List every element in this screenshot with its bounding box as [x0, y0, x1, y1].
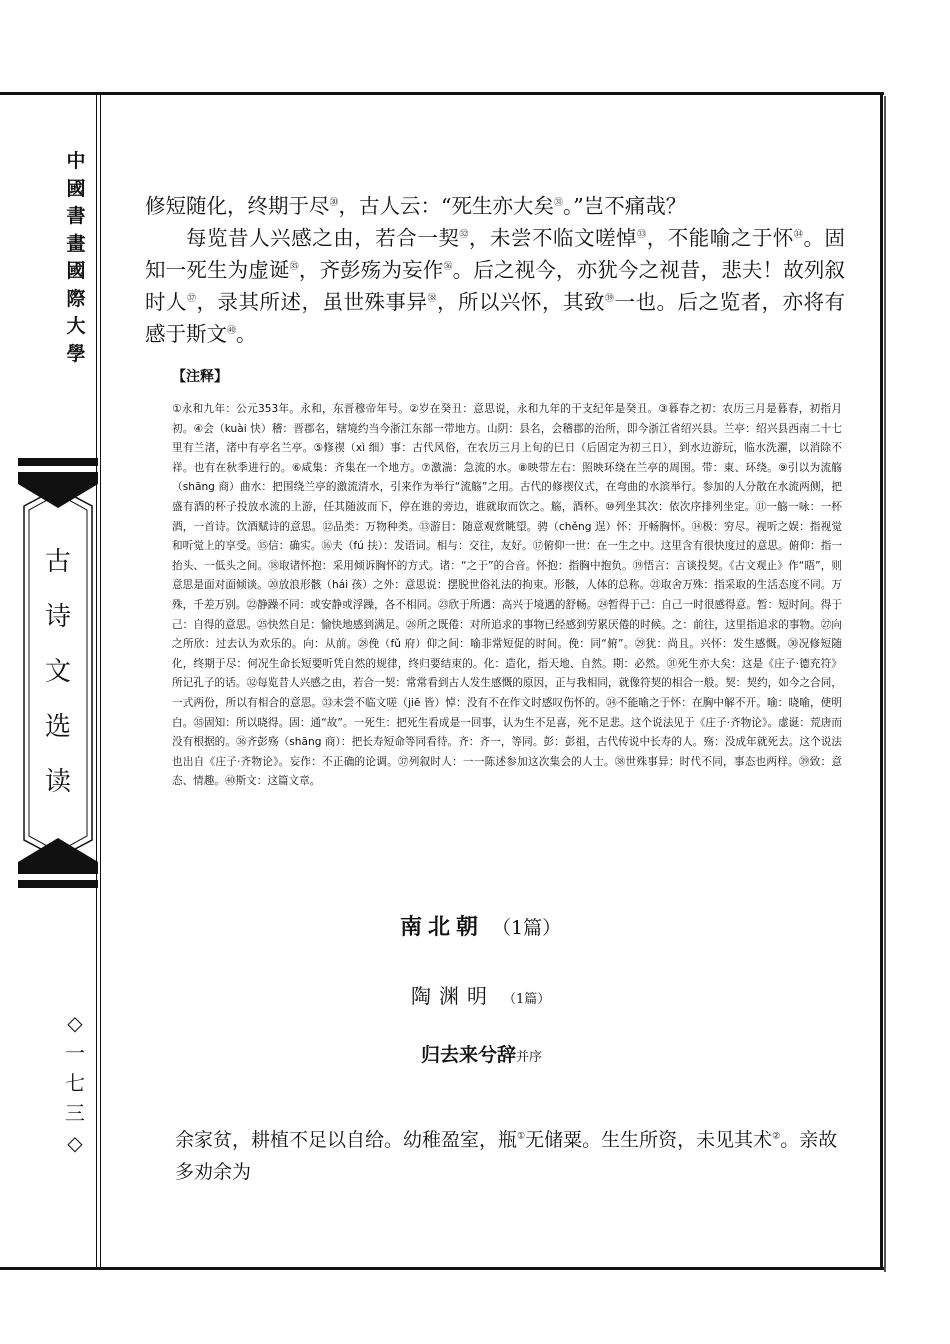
text-run: 。亲故多劝余为: [175, 1129, 838, 1183]
footnote-ref: ㉝: [637, 230, 647, 241]
text-run: ，所以兴怀，其致: [436, 290, 605, 314]
page-frame-top: [0, 92, 884, 95]
page-frame-shadow: [884, 96, 886, 1272]
univ-char: 際: [66, 287, 86, 310]
dynasty-name: 南北朝: [400, 915, 485, 940]
footnote-ref: ㊳: [427, 294, 437, 305]
univ-char: 國: [66, 260, 86, 282]
text-run: ，齐彭殇为妄作: [298, 258, 444, 282]
sidebar-rule-inner: [100, 95, 101, 1267]
text-run: 无储粟。生生所资，未见其术: [525, 1129, 773, 1151]
footnote-ref: ㉜: [459, 230, 469, 241]
book-title-vertical: [36, 535, 80, 810]
univ-char: 書: [66, 205, 86, 227]
notes-heading: 【注释】: [172, 369, 228, 385]
univ-char: 學: [66, 342, 86, 365]
univ-char: 中: [66, 150, 86, 172]
text-run: 每览昔人兴感之由，若合一契: [186, 226, 460, 250]
book-title-char: 古: [44, 547, 71, 577]
footnote-ref: ㉞: [793, 230, 804, 241]
univ-char: 大: [66, 315, 86, 337]
author-count: （1篇）: [503, 992, 551, 1007]
main-text: [145, 190, 845, 350]
footnote-ref: ㉛: [554, 198, 564, 209]
page-frame-bottom: [0, 1267, 884, 1270]
opening-paragraph: [175, 1124, 845, 1188]
paragraph: [145, 190, 845, 222]
text-run: ，古人云：“死生亦大矣: [338, 194, 554, 218]
text-run: 修短随化，终期于尽: [145, 194, 330, 218]
university-name-vertical: [62, 148, 90, 368]
text-run: 。: [236, 322, 257, 346]
book-title-char: 文: [44, 657, 71, 687]
page-number-char: 七: [65, 1071, 85, 1095]
author-name: 陶渊明: [411, 984, 495, 1008]
footnote-ref: ①: [517, 1131, 526, 1142]
page-number-vertical: [60, 1008, 90, 1158]
univ-char: 畫: [66, 232, 86, 255]
text-run: 。后之视今，亦犹今之视昔，悲夫！故列叙时人: [145, 258, 846, 314]
page-number-ornament: ◇: [67, 1011, 83, 1035]
page-number-char: 一: [65, 1041, 85, 1065]
footnote-ref: ㊵: [227, 326, 237, 337]
text-run: ，录其所述，虽世殊事异: [196, 290, 428, 314]
text-run: 。”岂不痛哉？: [563, 194, 687, 218]
book-title-char: 读: [44, 767, 71, 797]
annotation-notes: ①永和九年：公元353年。永和，东晋穆帝年号。②岁在癸丑：意思说，永和九年的干支纪年是癸丑。③暮春之初：农历三月是暮春，初指月初。④会（kuài 快）稽：晋郡名，辖境约当今浙江东部一带地方。山阴：县名，会稽郡的治所，即今浙江省绍兴县。兰亭：绍兴县西南二十七里有兰渚，渚中有亭名兰亭。⑤修禊（xì 细）事：古代风俗，在农历三月上旬的巳日（后固定为初三日），到水边游玩，临水洗濯，以消除不祥。也有在秋季进行的。⑥咸集：齐集在一个地方。⑦激湍：急流的水。⑧映带左右：照映环绕在兰亭的周围。带：東、环绕。⑨引以为流觞（shāng 商）曲水：把围绕兰亭的激流清水，引来作为举行“流觞”之用。古代的修禊仪式，在弯曲的水滨举行。参加的人分散在水流两侧，把盛有酒的杯子投放水流的上游，任其随波而下，停在谁的旁边，谁就取而饮之。觞，酒杯。⑩列坐其次：依次序排列坐定。⑪一觞一咏：一杯酒，一首诗。饮酒赋诗的意思。⑫品类：万物种类。⑬游目：随意观赏眺望。骋（chěng 逞）怀：开畅胸怀。⑭极：穷尽。视听之娱：指视觉和听觉上的享受。⑮信：确实。⑯夫（fú 扶）：发语词。相与：交往，友好。⑰俯仰一世：在一生之中。这里含有很快度过的意思。俯仰：指一抬头、一低头之间。⑱取诸怀抱：采用倾诉胸怀的方式。诸：“之于”的合音。怀抱：指胸中抱负。⑲悟言：言谈投契。《古文观止》作“晤”，则意思是面对面倾谈。⑳放浪形骸（hái 孩）之外：意思说：摆脱世俗礼法的拘束。形骸，人体的总称。㉑取舍万殊：指采取的生活态度不同。万殊，千差万别。㉒静躁不同：或安静或浮躁，各不相同。㉓欣于所遇：高兴于境遇的舒畅。㉔暂得于己：自己一时很感得意。暂：短时间。得于己：自得的意思。㉕快然自足：愉快地感到满足。㉖所之既倦：对所追求的事物已经感到劳累厌倦的时候。之：前往，这里指追求的事物。㉗向之所欣：过去认为欢乐的。向：从前。㉘俛（fǔ 府）仰之间：喻非常短促的时间。俛：同“俯”。㉙犹：尚且。兴怀：发生感慨。㉚况修短随化，终期于尽：何况生命长短要听凭自然的规律，终归要结束的。化：造化，指天地、自然。期：必然。㉛死生亦大矣：这是《庄子·德充符》所记孔子的话。㉜每览昔人兴感之由，若合一契：常常看到古人发生感慨的原因，正与我相同，就像符契的相合一般。契：契约，如今之合同，一式两份，所以有相合的意思。㉝未尝不临文嗟（jiē 皆）悼：没有不在作文时感叹伤怀的。㉞不能喻之于怀：在胸中解不开。喻：晓喻，使明白。㉟固知：所以晓得。固：通“故”。一死生：把死生看成是一回事，认为生不足喜，死不足悲。这个说法见于《庄子·齐物论》。虚诞：荒唐而没有根据的。㊱齐彭殇（shāng 商）：把长寿短命等同看待。齐：齐一，等同。彭：彭祖，古代传说中长寿的人。殇：没成年就死去。这个说法也出自《庄子·齐物论》。妄作：不正确的论调。㊲列叙时人：一一陈述参加这次集会的人士。㊳世殊事异：时代不同，事态也两样。㊴致：意态、情趣。㊵斯文：这篇文章。: [172, 403, 842, 788]
work-title: [421, 1040, 542, 1067]
footnote-ref: ㊴: [604, 294, 615, 305]
book-title-char: 诗: [44, 602, 71, 632]
text-run: ，未尝不临文嗟悼: [468, 226, 638, 250]
dynasty-heading: [400, 910, 561, 941]
text-run: 一也。后之览者，亦将有感于斯文: [145, 290, 845, 346]
footnote-ref: ②: [772, 1131, 781, 1142]
footnote-ref: ㊲: [187, 294, 197, 305]
author-heading: [411, 980, 550, 1009]
text-run: 。固知一死生为虚诞: [145, 226, 845, 282]
work-title-suffix: 并序: [516, 1050, 543, 1065]
page-frame-right: [880, 92, 883, 1270]
footnote-ref: ㉟: [289, 262, 299, 273]
book-title-char: 选: [44, 712, 71, 742]
univ-char: 國: [66, 177, 86, 200]
page-number-ornament: ◇: [67, 1131, 83, 1155]
text-run: ，不能喻之于怀: [646, 226, 794, 250]
work-title-text: 归去来兮辞: [421, 1044, 517, 1066]
page-number-char: 三: [65, 1101, 85, 1125]
text-run: 余家贫，耕植不足以自给。幼稚盈室，瓶: [175, 1129, 518, 1151]
footnote-ref: ㊱: [443, 262, 453, 273]
dynasty-count: （1篇）: [492, 917, 562, 939]
paragraph: [145, 222, 845, 350]
footnote-ref: ㉚: [329, 198, 339, 209]
